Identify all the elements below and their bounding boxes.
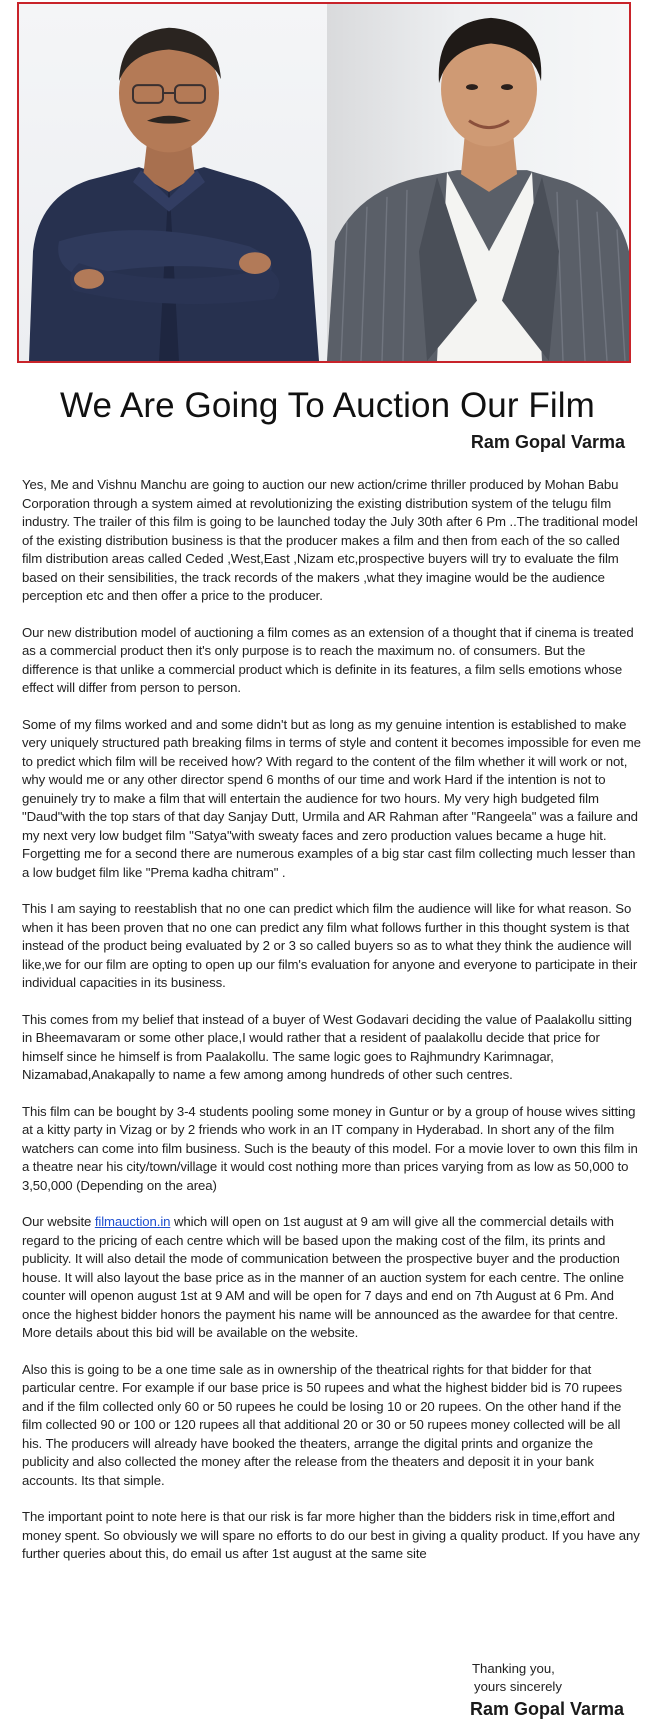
closing-sincerely: yours sincerely (474, 1679, 562, 1694)
closing-block (472, 1660, 642, 1696)
closing-thanks: Thanking you, (472, 1661, 555, 1676)
paragraph-2: Our new distribution model of auctioning a film comes as an extension of a thought that if cinema is treated as a commercial product then it's only purpose is to reach the maximum no. of consumers. But the difference is that unlike a commercial product which is definite in its features, a film sells emotions whose effect will differ from person to person. (22, 624, 634, 695)
article-body (22, 476, 642, 1582)
paragraph-3: Some of my films worked and and some didn't but as long as my genuine intention is established to make very uniquely structured path breaking films in terms of style and content it becomes impossible for even me to predict which film will be received how? With regard to the content of the film whether it will work or not, why would me or any other director spend 6 months of our time and work Hard if the intention is not to genuinely try to make a film that will entertain the audience for two hours. My very high budgeted film "Daud"with the top stars of that day Sanjay Dutt, Urmila and AR Rahman after "Rangeela" was a failure and my next very low budget film "Satya"with sweaty faces and zero production values became a huge hit. Forgetting me for a second there are numerous examples of a big star cast film collecting much lesser than a low budget film like "Prema kadha chitram" . (22, 716, 641, 880)
paragraph-8: Also this is going to be a one time sale as in ownership of the theatrical rights for that bidder for that particular centre. For example if our base price is 50 rupees and what the highest bidder bid is 70 rupees and if the film collected only 60 or 50 rupees he could be losing 10 or 20 rupees. On the other hand if the film collected 90 or 100 or 120 rupees all that additional 20 or 30 or 50 rupees money collected will be all his. The producers will already have booked the theaters, arrange the digital prints and organize the publicity and also collected the money after the release from the theaters and deposit it in your bank accounts. Its that simple. (22, 1361, 623, 1488)
article-title: We Are Going To Auction Our Film (60, 386, 595, 425)
paragraph-5: This comes from my belief that instead of a buyer of West Godavari deciding the value of Paalakollu sitting in Bheemavaram or some other place,I would rather that a resident of paalakollu decide that price for himself since he himself is from Paalakollu. The same logic goes to Rajhmundry Karimnagar, Nizamabad,Anakapally to name a few among among hundreds of other such centres. (22, 1011, 632, 1082)
paragraph-4: This I am saying to reestablish that no one can predict which film the audience will like for what reason. So when it has been proven that no one can predict any film what follows further in this thought system is that instead of the product being evaluated by 2 or 3 so called buyers so as to what they think the audience will like,we for our film are opting to open up our film's evaluation for anyone and everyone to participate in their individual capacities in its business. (22, 901, 638, 990)
paragraph-7-lead: Our website (22, 1214, 95, 1229)
right-portrait-illustration (327, 4, 629, 361)
website-link[interactable]: filmauction.in (94, 1214, 171, 1229)
article-byline: Ram Gopal Varma (470, 432, 625, 452)
paragraph-1: Yes, Me and Vishnu Manchu are going to auction our new action/crime thriller produced by Mohan Babu Corporation through a system aimed at revolutionizing the existing distribution system of the telugu film industry. The trailer of this film is going to be launched today the July 30th after 6 Pm ..The traditional model of the existing distribution business is that the producer makes a film and then from each of the so called film distribution areas called Ceded ,West,East ,Nizam etc,prospective buyers will try to evaluate the film based on their sensibilities, the track records of the makers ,what they imagine would be the audience perception etc and then offer a price to the producer. (22, 477, 638, 603)
left-portrait-illustration (19, 4, 327, 361)
signature-name: Ram Gopal Varma (470, 1699, 625, 1719)
paragraph-7-rest: which will open on 1st august at 9 am will give all the commercial details with regard to the pricing of each centre which will be based upon the making cost of the film, its prints and publicity. It will also detail the mode of communication between the prospective buyer and the production house. It will also layout the base price as in the manner of an auction system for each centre. The online counter will openon august 1st at 9 AM and will be open for 7 days and end on 7th August at 6 Pm. And once the highest bidder honors the payment his name will be announced as the awardee for that centre. More details about this bid will be available on the website. (22, 1214, 624, 1340)
paragraph-9: The important point to note here is that our risk is far more higher than the bidders risk in time,effort and money spent. So obviously we will spare no efforts to do our best in giving a quality product. If you have any further queries about this, do email us after 1st august at the same site (22, 1509, 640, 1561)
paragraph-7 (22, 1213, 642, 1343)
paragraph-6: This film can be bought by 3-4 students pooling some money in Guntur or by a group of house wives sitting at a kitty party in Vizag or by 2 friends who work in an IT company in Hyderabad. In short any of the film watchers can come into film business. Such is the beauty of this model. For a movie lover to own this film in a theatre near his city/town/village it would cost nothing more than prices varying from as low as 50,000 to 3,50,000 (Depending on the area) (22, 1103, 638, 1193)
left-portrait-photo (19, 4, 327, 361)
right-portrait-photo (327, 4, 629, 361)
header-photo-banner (17, 2, 631, 363)
